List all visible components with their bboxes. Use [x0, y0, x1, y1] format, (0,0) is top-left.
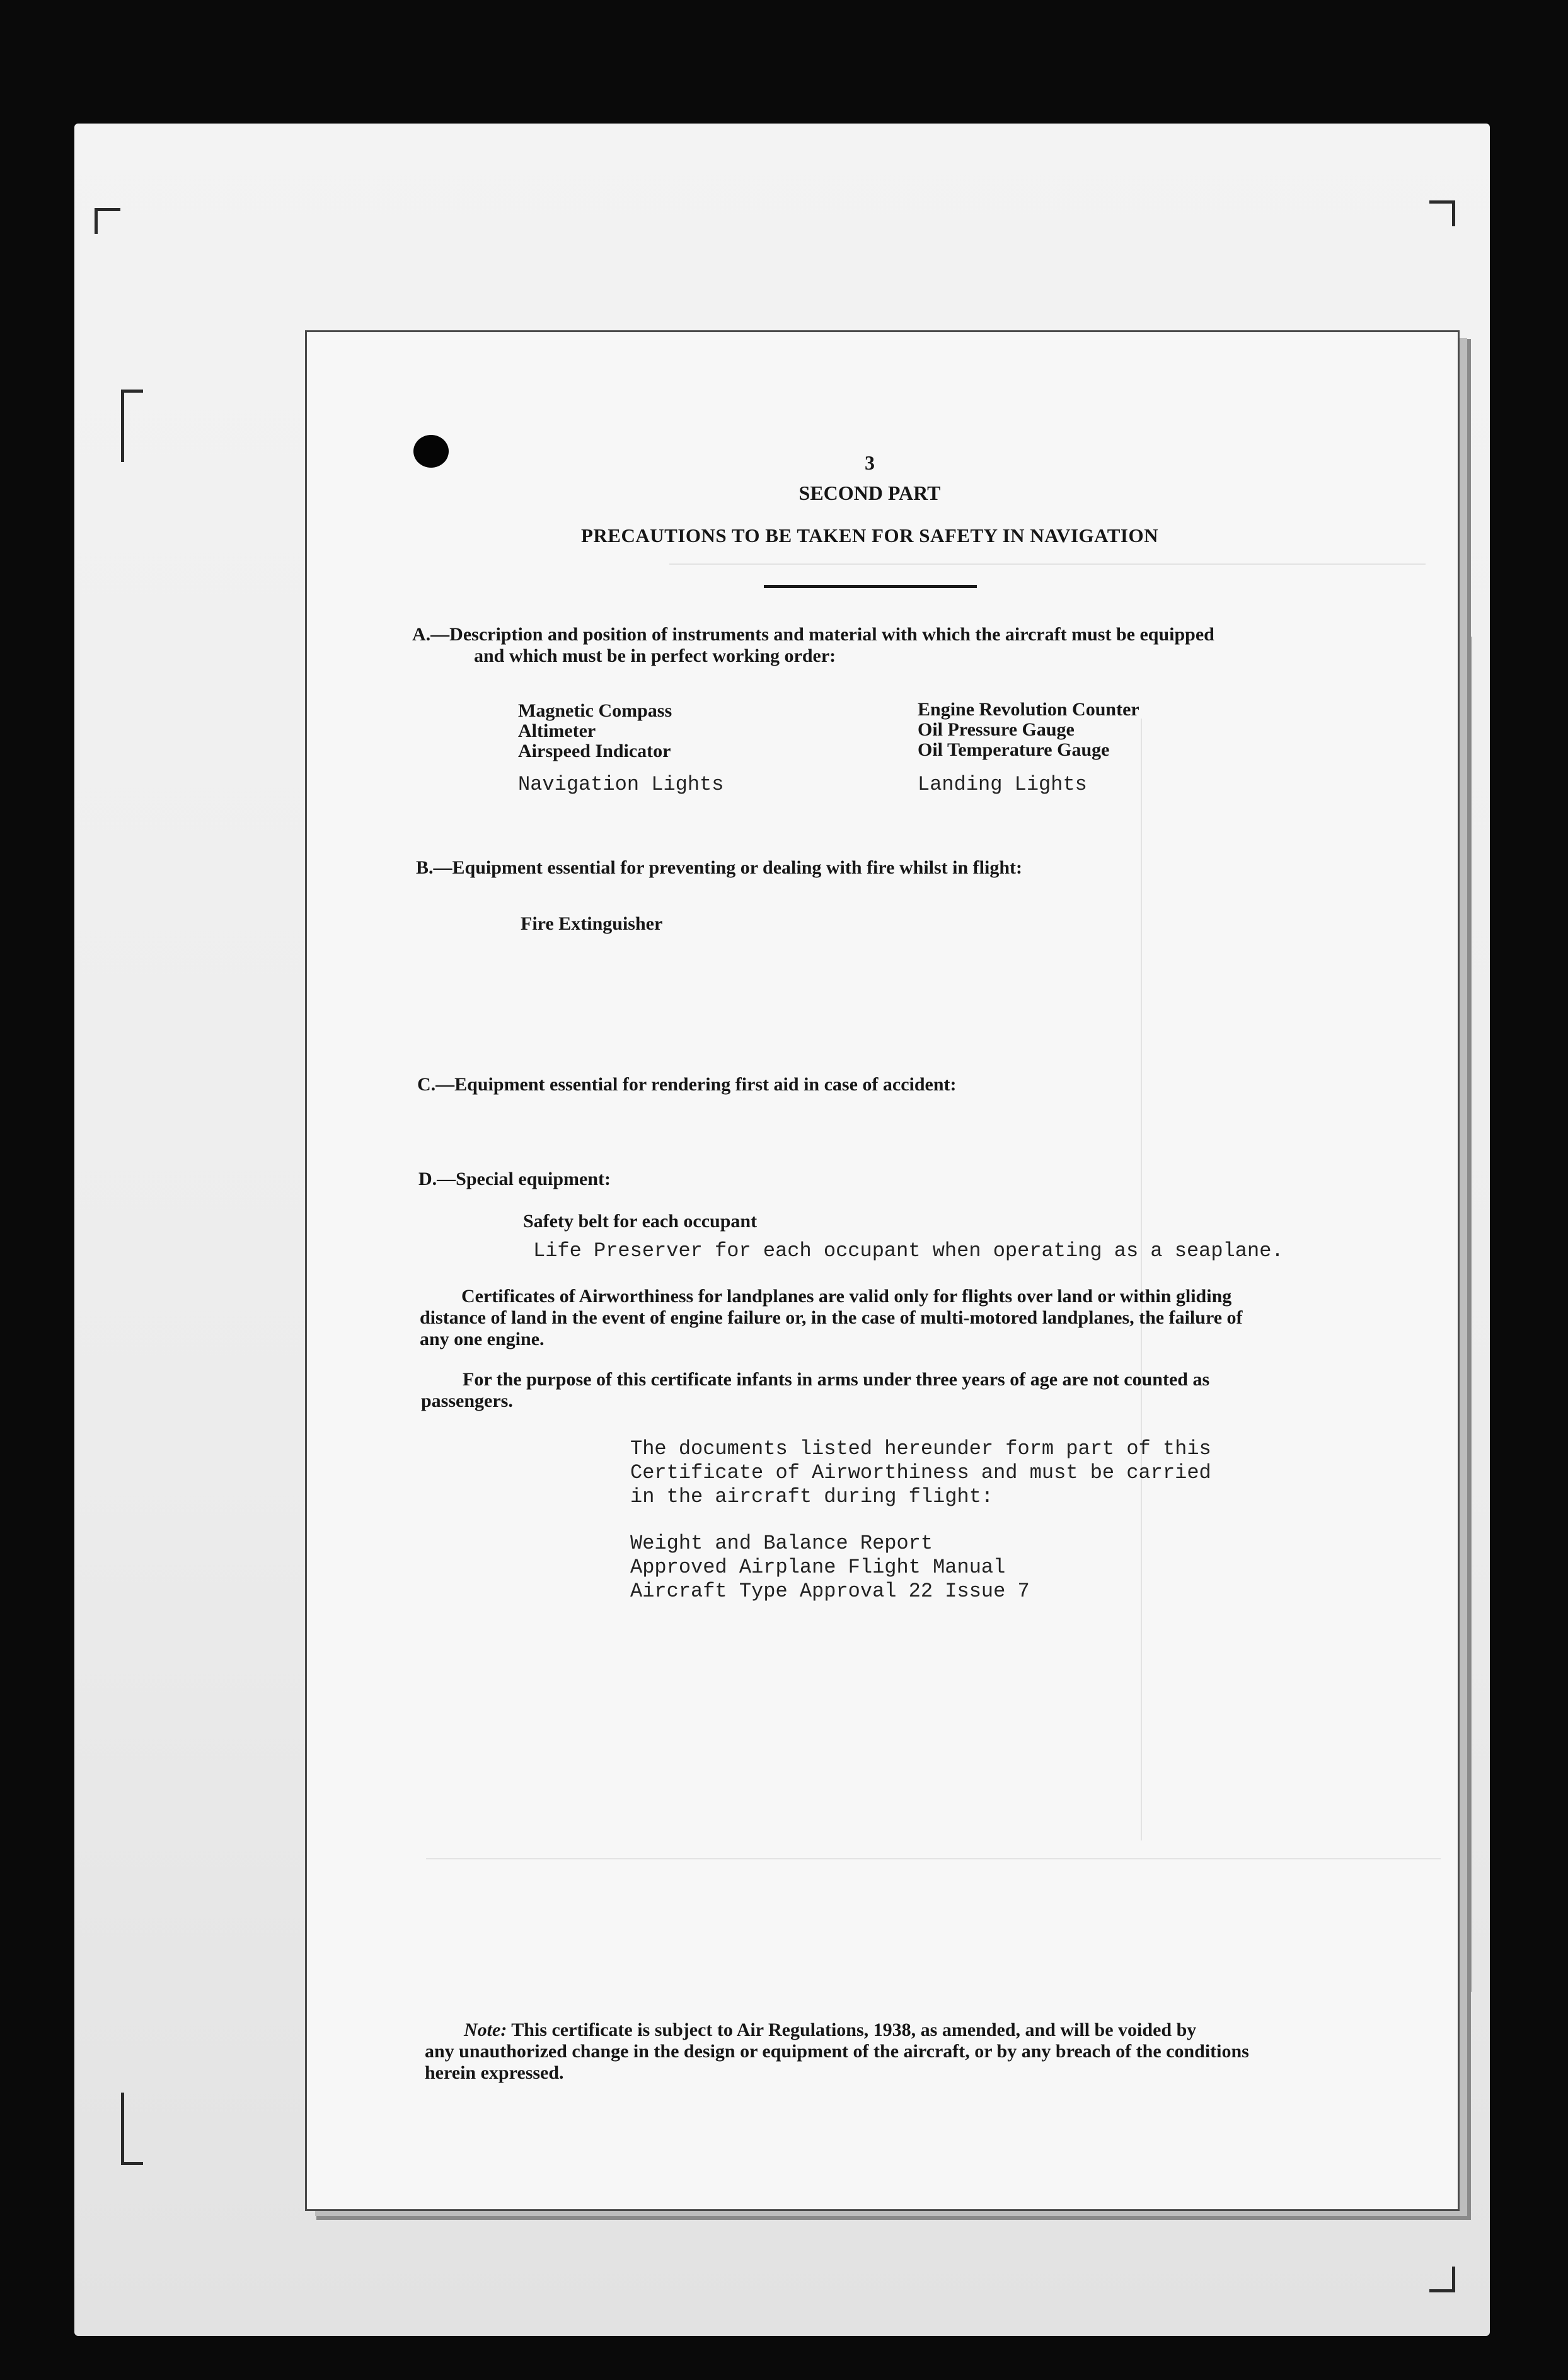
fire-equipment-item: Fire Extinguisher: [521, 913, 663, 934]
crop-mark-top-left: [95, 208, 120, 234]
typed-instrument-item: Landing Lights: [918, 773, 1087, 796]
part-title: SECOND PART: [798, 482, 941, 504]
note-paragraph-cont: any unauthorized change in the design or equipment of the aircraft, or by any breach of the conditions: [425, 2041, 1249, 2062]
document-list-item: Approved Airplane Flight Manual: [630, 1556, 1006, 1579]
special-equipment-item: Safety belt for each occupant: [523, 1211, 758, 1232]
crop-mark-bottom-right: [1429, 2267, 1455, 2292]
crop-mark-bottom-left: [121, 2093, 143, 2165]
title-underline: [764, 585, 977, 588]
show-through-line: [1141, 719, 1142, 1840]
section-d-heading: D.—Special equipment:: [418, 1169, 611, 1189]
infants-paragraph: For the purpose of this certificate infants in arms under three years of age are not counted as: [463, 1369, 1210, 1390]
page-number: 3: [865, 451, 875, 474]
section-a-heading-cont: and which must be in perfect working order:: [474, 645, 836, 666]
crop-mark-top-right: [1429, 200, 1455, 226]
landplanes-paragraph: Certificates of Airworthiness for landplanes are valid only for flights over land or within gliding: [461, 1286, 1232, 1307]
section-c-heading: C.—Equipment essential for rendering first aid in case of accident:: [417, 1074, 957, 1095]
landplanes-paragraph-cont: any one engine.: [420, 1329, 545, 1349]
show-through-line: [426, 1858, 1441, 1859]
instrument-item: Engine Revolution Counter: [918, 699, 1139, 720]
instrument-item: Altimeter: [518, 720, 596, 741]
instrument-item: Airspeed Indicator: [518, 741, 671, 761]
note-text: This certificate is subject to Air Regulations, 1938, as amended, and will be voided by: [511, 2019, 1197, 2040]
page-title: PRECAUTIONS TO BE TAKEN FOR SAFETY IN NAVIGATION: [580, 524, 1158, 546]
documents-intro-cont: Certificate of Airworthiness and must be carried: [630, 1461, 1211, 1484]
landplanes-paragraph-cont: distance of land in the event of engine failure or, in the case of multi-motored landplanes, the failure of: [420, 1307, 1243, 1328]
note-label: Note:: [464, 2019, 507, 2040]
note-paragraph: [464, 2019, 1196, 2041]
infants-paragraph-cont: passengers.: [421, 1390, 513, 1411]
note-paragraph-cont: herein expressed.: [425, 2062, 564, 2083]
documents-intro-cont: in the aircraft during flight:: [630, 1485, 994, 1508]
section-a-heading: A.—Description and position of instruments and material with which the aircraft must be equipped: [412, 624, 1214, 645]
typed-instrument-item: Navigation Lights: [518, 773, 724, 796]
instrument-item: Oil Temperature Gauge: [918, 739, 1110, 760]
instrument-item: Magnetic Compass: [518, 700, 672, 721]
section-b-heading: B.—Equipment essential for preventing or dealing with fire whilst in flight:: [416, 857, 1023, 878]
document-list-item: Aircraft Type Approval 22 Issue 7: [630, 1580, 1030, 1603]
documents-intro: The documents listed hereunder form part of this: [630, 1437, 1211, 1460]
document-list-item: Weight and Balance Report: [630, 1532, 933, 1555]
certificate-page: [305, 330, 1460, 2211]
instrument-item: Oil Pressure Gauge: [918, 719, 1075, 740]
typed-special-equipment-item: Life Preserver for each occupant when operating as a seaplane.: [533, 1239, 1284, 1262]
show-through-line: [669, 563, 1426, 565]
